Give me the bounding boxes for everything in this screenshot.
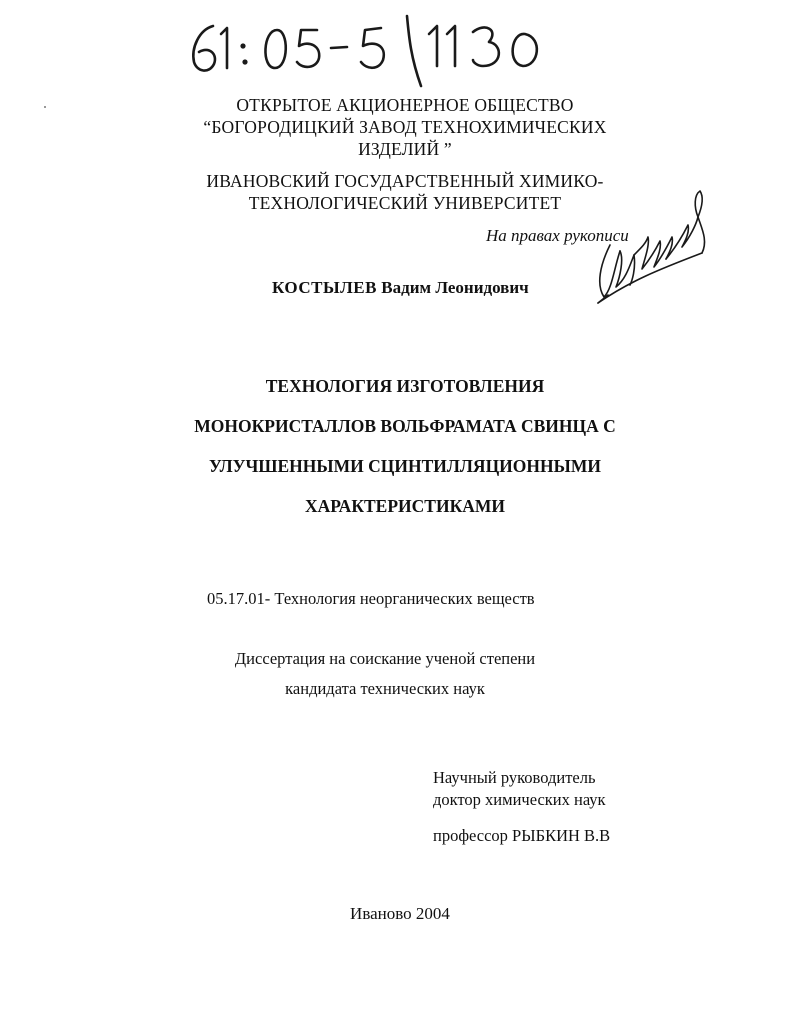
- author-surname: КОСТЫЛЕВ: [272, 278, 377, 297]
- title-line-3: УЛУЧШЕННЫМИ СЦИНТИЛЛЯЦИОННЫМИ: [209, 456, 601, 476]
- title-line-4: ХАРАКТЕРИСТИКАМИ: [304, 496, 506, 516]
- handwritten-archive-number: [185, 8, 555, 88]
- degree-line-1: Диссертация на соискание ученой степени: [234, 649, 536, 668]
- manuscript-rights-note: На правах рукописи: [486, 226, 629, 245]
- title-line-1: ТЕХНОЛОГИЯ ИЗГОТОВЛЕНИЯ: [265, 376, 545, 396]
- supervisor-name: профессор РЫБКИН В.В: [433, 826, 611, 845]
- degree-line-2: кандидата технических наук: [285, 679, 485, 698]
- supervisor-degree: доктор химических наук: [433, 790, 606, 809]
- org1-line2: “БОГОРОДИЦКИЙ ЗАВОД ТЕХНОХИМИЧЕСКИХ: [203, 117, 607, 137]
- org1-line1: ОТКРЫТОЕ АКЦИОНЕРНОЕ ОБЩЕСТВО: [236, 95, 574, 115]
- organization-company: [150, 94, 660, 160]
- org1-line3: ИЗДЕЛИЙ ”: [358, 139, 452, 159]
- author-signature: [590, 185, 720, 305]
- dissertation-title: [140, 372, 670, 532]
- org2-line2: ТЕХНОЛОГИЧЕСКИЙ УНИВЕРСИТЕТ: [248, 193, 562, 213]
- scan-artifact: [44, 106, 46, 108]
- title-line-2: МОНОКРИСТАЛЛОВ ВОЛЬФРАМАТА СВИНЦА С: [194, 416, 616, 436]
- organization-university: [150, 170, 660, 214]
- supervisor-role: Научный руководитель: [433, 768, 596, 787]
- author-name: [272, 278, 529, 298]
- city-year: Иваново 2004: [350, 904, 450, 923]
- specialty-code: 05.17.01- Технология неорганических веществ: [207, 589, 535, 608]
- author-given-names: Вадим Леонидович: [381, 278, 529, 297]
- org2-line1: ИВАНОВСКИЙ ГОСУДАРСТВЕННЫЙ ХИМИКО-: [206, 171, 604, 191]
